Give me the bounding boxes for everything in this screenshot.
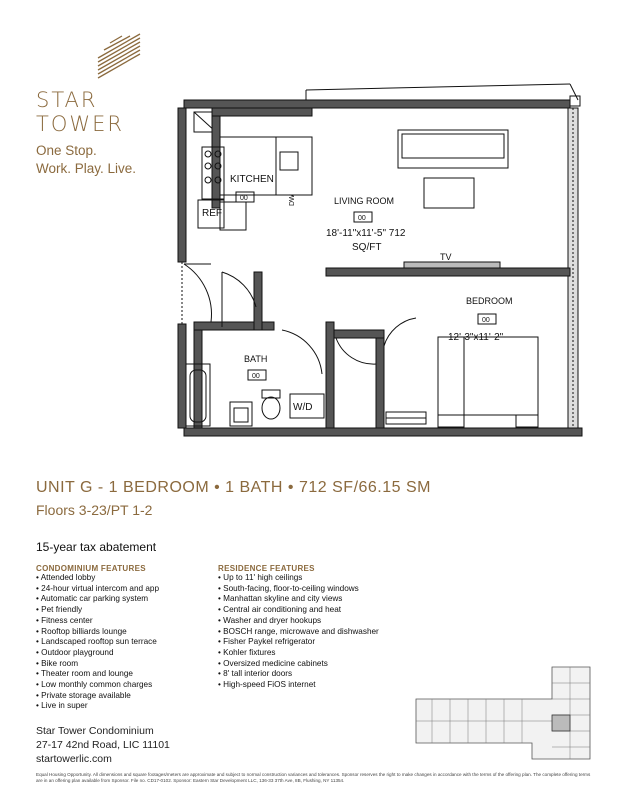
living-room-label: LIVING ROOM [334,196,395,206]
ref-label: REF [202,208,222,219]
list-item: • Live in super [36,701,159,712]
living-room-dim: 00 [358,215,366,222]
list-item: • High-speed FiOS internet [218,680,379,691]
kitchen-dim: 00 [240,195,248,202]
unit-floors: Floors 3-23/PT 1-2 [36,502,153,518]
bedroom-size: 12'-3"x11'-2" [448,332,504,343]
tagline [36,142,136,178]
residence-features-heading: RESIDENCE FEATURES [218,564,315,573]
condo-features-heading: CONDOMINIUM FEATURES [36,564,146,573]
list-item: • Attended lobby [36,573,159,584]
condo-features [36,564,159,712]
list-item: • 8' tall interior doors [218,669,379,680]
list-item: • South-facing, floor-to-ceiling windows [218,584,379,595]
disclaimer: Equal Housing Opportunity. All dimensions and square footages/meters are approximate and subject to normal construction variances and tolerances. Sponsor reserves the right to make changes in accordance with the terms of the offering plan. The complete offering terms are in an offering plan available from Sponsor. File no. CD17-0102. Sponsor: Eastern Star Development LLC, 136-33 37th Ave, 8B, Flushing, NY 11354. [36,772,591,783]
list-item: • Automatic car parking system [36,594,159,605]
condo-features-list [36,573,159,712]
list-item: • Fitness center [36,616,159,627]
list-item: • Fisher Paykel refrigerator [218,637,379,648]
star-tower-logo-icon [96,32,142,80]
kitchen-label: KITCHEN [230,174,274,185]
bath-label: BATH [244,354,268,364]
brand-name [36,88,124,136]
address-block [36,724,170,766]
list-item: • Outdoor playground [36,648,159,659]
tv-label: TV [440,252,452,262]
list-item: • Kohler fixtures [218,648,379,659]
list-item: • 24-hour virtual intercom and app [36,584,159,595]
floor-plan [176,82,586,442]
tagline-line-1: One Stop. [36,143,97,158]
wd-label: W/D [293,402,313,413]
list-item: • Pet friendly [36,605,159,616]
building-key-plan [412,663,597,763]
living-room-sqft: SQ/FT [352,242,382,253]
list-item: • Low monthly common charges [36,680,159,691]
list-item: • Bike room [36,659,159,670]
bath-dim: 00 [252,373,260,380]
list-item: • Rooftop billiards lounge [36,627,159,638]
list-item: • Up to 11' high ceilings [218,573,379,584]
bedroom-label: BEDROOM [466,296,513,306]
list-item: • Theater room and lounge [36,669,159,680]
residence-features-list [218,573,379,691]
bedroom-dim: 00 [482,317,490,324]
list-item: • Oversized medicine cabinets [218,659,379,670]
dw-label: DW [289,194,296,206]
residence-features [218,564,379,691]
brand-line-1: STAR [36,88,98,112]
list-item: • Manhattan skyline and city views [218,594,379,605]
tagline-line-2: Work. Play. Live. [36,161,137,176]
list-item: • Central air conditioning and heat [218,605,379,616]
list-item: • Private storage available [36,691,159,702]
tax-abatement: 15-year tax abatement [36,540,157,554]
website: startowerlic.com [36,753,112,765]
living-room-size: 18'-11"x11'-5" 712 [326,228,406,239]
list-item: • Washer and dryer hookups [218,616,379,627]
building-name: Star Tower Condominium [36,725,154,737]
brand-line-2: TOWER [36,112,124,136]
unit-title: UNIT G - 1 BEDROOM • 1 BATH • 712 SF/66.15 SM [36,479,431,496]
list-item: • BOSCH range, microwave and dishwasher [218,627,379,638]
list-item: • Landscaped rooftop sun terrace [36,637,159,648]
street-address: 27-17 42nd Road, LIC 11101 [36,739,170,751]
